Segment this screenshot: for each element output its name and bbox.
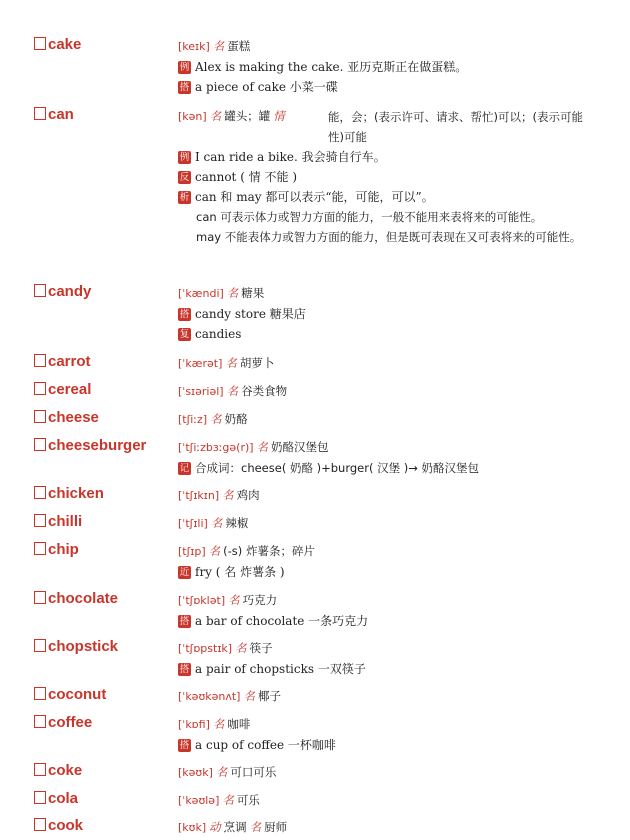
definition: 胡萝卜 [239,356,275,370]
tag-badge: 析 [179,192,190,203]
part-of-speech: 动 [209,820,221,834]
headword: cheeseburger [34,437,146,455]
part-of-speech: 名 [243,689,255,703]
phonetic: [keɪk] [178,40,210,53]
tag-badge: 搭 [179,740,190,751]
definition: 可口可乐 [230,765,277,779]
part-of-speech: 名 [208,544,221,558]
phonetic: [ˈkəʊkənʌt] [178,690,241,703]
tag-badge: 反 [179,172,190,183]
definition: 能，会；(表示许可、请求、帮忙)可以；(表示可能性)可能 [328,110,583,144]
definition: 奶酪汉堡包 [271,440,329,454]
part-of-speech: 名 [212,39,225,53]
example-text: a bar of chocolate 一条巧克力 [195,614,369,628]
checkbox-icon [34,37,46,50]
part-of-speech: 名 [222,793,234,807]
note-text: may 不能表体力或智力方面的能力，但是既可表现在又可表将来的可能性。 [196,230,582,244]
definition: 辣椒 [225,516,249,530]
phonetic: [tʃɪp] [178,545,206,558]
definition: 可乐 [236,793,260,807]
definition: 糖果 [241,286,265,300]
definition: 厨师 [264,820,288,834]
phonetic: [kəʊk] [178,766,213,779]
part-of-speech: 名 [209,109,222,123]
tag-badge: 近 [179,567,190,578]
part-of-speech: 名 [222,488,234,502]
checkbox-icon [34,818,46,831]
example-text: I can ride a bike. 我会骑自行车。 [195,150,386,164]
checkbox-icon [34,715,46,728]
part-of-speech: 名 [212,717,225,731]
headword: chicken [34,485,104,503]
example-text: a pair of chopsticks 一双筷子 [195,662,366,676]
tag-badge: 例 [179,62,190,73]
tag-badge: 记 [179,463,190,474]
definition: 椰子 [257,689,281,703]
tag-badge: 搭 [179,616,190,627]
definition: 鸡肉 [236,488,260,502]
definition: 筷子 [249,641,273,655]
checkbox-icon [34,639,46,652]
headword: cereal [34,381,91,399]
definition: 巧克力 [242,593,278,607]
tag-badge: 例 [179,152,190,163]
example-text: Alex is making the cake. 亚历克斯正在做蛋糕。 [195,60,468,74]
part-of-speech: 名 [225,356,237,370]
example-text: 合成词：cheese( 奶酪 )+burger( 汉堡 )→ 奶酪汉堡包 [195,461,480,475]
phonetic: [ˈtʃɒklət] [178,594,226,607]
part-of-speech: 名 [235,641,247,655]
phonetic: [ˈsɪəriəl] [178,385,224,398]
definition: 咖啡 [227,717,251,731]
headword: carrot [34,353,91,371]
part-of-speech: 名 [210,516,223,530]
phonetic: [ˈkærət] [178,357,223,370]
checkbox-icon [34,542,46,555]
headword: chip [34,541,79,559]
part-of-speech: 名 [215,765,228,779]
phonetic: [ˈkændi] [178,287,224,300]
headword: chilli [34,513,82,531]
phonetic: [ˈkəʊlə] [178,794,220,807]
headword: coconut [34,686,106,704]
headword: coke [34,762,82,780]
headword: can [34,106,74,124]
checkbox-icon [34,791,46,804]
headword: chocolate [34,590,118,608]
example-text: cannot ( 情 不能 ) [195,170,298,184]
definition: 烹调 [223,820,247,834]
checkbox-icon [34,763,46,776]
tag-badge: 搭 [179,82,190,93]
checkbox-icon [34,382,46,395]
headword: cake [34,36,81,54]
example-text: fry ( 名 炸薯条 ) [195,565,285,579]
definition: 罐头；罐 [224,109,271,123]
part-of-speech: 名 [249,820,262,834]
tag-badge: 搭 [179,664,190,675]
checkbox-icon [34,410,46,423]
phonetic: [tʃiːz] [178,413,208,426]
part-of-speech: 名 [226,384,239,398]
headword: cook [34,817,83,835]
example-text: a cup of coffee 一杯咖啡 [195,738,336,752]
example-text: candies [195,327,242,341]
phonetic: [kʊk] [178,821,207,834]
headword: candy [34,283,91,301]
definition: (-s) 炸薯条；碎片 [223,544,315,558]
definition: 蛋糕 [227,39,251,53]
checkbox-icon [34,514,46,527]
checkbox-icon [34,687,46,700]
definition: 奶酪 [224,412,248,426]
part-of-speech: 名 [210,412,222,426]
note-text: can 可表示体力或智力方面的能力，一般不能用来表将来的可能性。 [196,210,543,224]
phonetic: [ˈtʃiːzbɜːgə(r)] [178,441,254,454]
phonetic: [ˈkɒfi] [178,718,210,731]
headword: cheese [34,409,99,427]
checkbox-icon [34,284,46,297]
phonetic: [ˈtʃɒpstɪk] [178,642,233,655]
phonetic: [ˈtʃɪli] [178,517,208,530]
headword: cola [34,790,78,808]
phonetic: [kən] [178,110,207,123]
checkbox-icon [34,354,46,367]
tag-badge: 复 [179,329,190,340]
definition: 谷类食物 [241,384,288,398]
headword: chopstick [34,638,118,656]
checkbox-icon [34,486,46,499]
checkbox-icon [34,107,46,120]
example-text: can 和 may 都可以表示“能，可能，可以”。 [195,190,434,204]
part-of-speech: 情 [273,109,285,123]
example-text: candy store 糖果店 [195,307,306,321]
phonetic: [ˈtʃɪkɪn] [178,489,220,502]
tag-badge: 搭 [179,309,190,320]
checkbox-icon [34,591,46,604]
checkbox-icon [34,438,46,451]
part-of-speech: 名 [228,593,240,607]
example-text: a piece of cake 小菜一碟 [195,80,338,94]
part-of-speech: 名 [226,286,239,300]
part-of-speech: 名 [256,440,269,454]
headword: coffee [34,714,92,732]
